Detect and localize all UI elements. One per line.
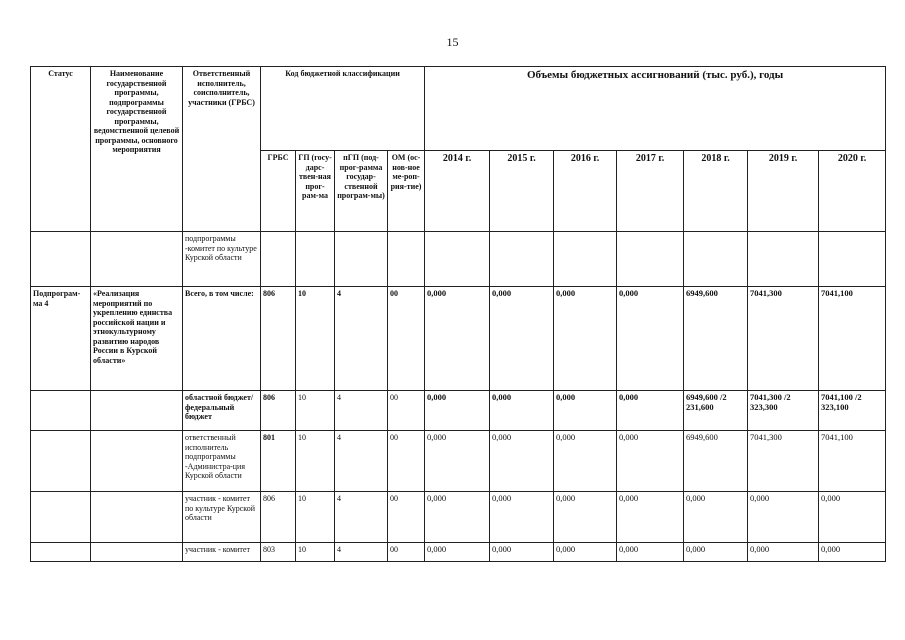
cell-value: 0,000 [617, 492, 684, 543]
cell-pgp [335, 232, 388, 287]
cell-value: 0,000 [425, 431, 490, 492]
header-program-name: Наименование государственной программы, подпрограммы государственной программы, ведомственной целевой программы, основного мероприятия [91, 67, 183, 232]
cell-value: 7041,100 [819, 431, 886, 492]
cell-executor: Всего, в том числе: [183, 287, 261, 391]
cell-value: 6949,600 [684, 287, 748, 391]
cell-value [425, 232, 490, 287]
cell-value: 0,000 [425, 287, 490, 391]
header-executor: Ответственный исполнитель, соисполнитель, участники (ГРБС) [183, 67, 261, 232]
cell-executor: ответственный исполнитель подпрограммы -Администра-ция Курской области [183, 431, 261, 492]
cell-value: 0,000 [819, 492, 886, 543]
cell-grbs: 806 [261, 287, 296, 391]
cell-status: Подпрограм-ма 4 [31, 287, 91, 391]
cell-value: 7041,300 [748, 287, 819, 391]
cell-om: 00 [388, 391, 425, 431]
table-row [31, 492, 886, 543]
cell-grbs [261, 232, 296, 287]
cell-value: 0,000 [490, 492, 554, 543]
cell-value [554, 232, 617, 287]
cell-value: 0,000 [425, 543, 490, 562]
header-budget-code: Код бюджетной классификации [261, 67, 425, 151]
cell-pgp: 4 [335, 492, 388, 543]
header-year: 2020 г. [819, 151, 886, 232]
cell-value: 7041,100 /2 323,100 [819, 391, 886, 431]
cell-om: 00 [388, 543, 425, 562]
header-year: 2014 г. [425, 151, 490, 232]
header-year: 2017 г. [617, 151, 684, 232]
cell-name: «Реализация мероприятий по укреплению единства российской нации и этнокультурному развитию народов России в Курской области» [91, 287, 183, 391]
cell-gp: 10 [296, 391, 335, 431]
cell-executor: подпрограммы -комитет по культуре Курской области [183, 232, 261, 287]
cell-executor: участник - комитет по культуре Курской области [183, 492, 261, 543]
cell-name [91, 492, 183, 543]
header-om: ОМ (ос-нов-ное ме-роп-рия-тие) [388, 151, 425, 232]
cell-value: 0,000 [490, 391, 554, 431]
cell-value [617, 232, 684, 287]
cell-status [31, 391, 91, 431]
cell-value: 0,000 [490, 287, 554, 391]
header-pgp: пГП (под-прог-рамма государ-ственной програм-мы) [335, 151, 388, 232]
cell-value: 0,000 [748, 543, 819, 562]
cell-name [91, 391, 183, 431]
cell-pgp: 4 [335, 431, 388, 492]
cell-om [388, 232, 425, 287]
cell-value [684, 232, 748, 287]
cell-value: 0,000 [819, 543, 886, 562]
cell-value: 0,000 [490, 431, 554, 492]
header-row-top [31, 67, 886, 151]
table-row [31, 391, 886, 431]
cell-gp [296, 232, 335, 287]
cell-status [31, 543, 91, 562]
header-year: 2018 г. [684, 151, 748, 232]
cell-executor: областной бюджет/ федеральный бюджет [183, 391, 261, 431]
header-allocations: Объемы бюджетных ассигнований (тыс. руб.), годы [425, 67, 886, 151]
cell-value: 6949,600 /2 231,600 [684, 391, 748, 431]
cell-value: 6949,600 [684, 431, 748, 492]
cell-value: 0,000 [748, 492, 819, 543]
header-year: 2019 г. [748, 151, 819, 232]
table-row [31, 431, 886, 492]
cell-name [91, 543, 183, 562]
header-status: Статус [31, 67, 91, 232]
cell-value: 0,000 [425, 492, 490, 543]
cell-status [31, 492, 91, 543]
table-row [31, 543, 886, 562]
cell-value: 0,000 [490, 543, 554, 562]
cell-value [490, 232, 554, 287]
cell-value: 7041,300 [748, 431, 819, 492]
table-row [31, 287, 886, 391]
cell-status [31, 232, 91, 287]
cell-value: 0,000 [684, 543, 748, 562]
cell-gp: 10 [296, 287, 335, 391]
cell-value: 0,000 [617, 391, 684, 431]
cell-value [819, 232, 886, 287]
cell-om: 00 [388, 431, 425, 492]
cell-om: 00 [388, 492, 425, 543]
cell-value: 0,000 [554, 543, 617, 562]
cell-value: 0,000 [617, 431, 684, 492]
cell-gp: 10 [296, 431, 335, 492]
cell-grbs: 806 [261, 492, 296, 543]
cell-pgp: 4 [335, 543, 388, 562]
header-gp: ГП (госу-дарс-твен-ная прог-рам-ма [296, 151, 335, 232]
cell-value: 0,000 [617, 287, 684, 391]
cell-grbs: 801 [261, 431, 296, 492]
cell-value: 0,000 [554, 492, 617, 543]
cell-value: 0,000 [554, 391, 617, 431]
table-row [31, 232, 886, 287]
page-number: 15 [446, 35, 459, 49]
cell-pgp: 4 [335, 391, 388, 431]
cell-value: 0,000 [554, 431, 617, 492]
cell-executor: участник - комитет [183, 543, 261, 562]
cell-value: 0,000 [617, 543, 684, 562]
header-year: 2015 г. [490, 151, 554, 232]
cell-name [91, 232, 183, 287]
cell-value: 0,000 [554, 287, 617, 391]
cell-gp: 10 [296, 492, 335, 543]
cell-gp: 10 [296, 543, 335, 562]
cell-status [31, 431, 91, 492]
header-grbs: ГРБС [261, 151, 296, 232]
cell-om: 00 [388, 287, 425, 391]
budget-table [30, 66, 886, 562]
cell-value: 7041,300 /2 323,300 [748, 391, 819, 431]
cell-pgp: 4 [335, 287, 388, 391]
cell-name [91, 431, 183, 492]
cell-value: 0,000 [684, 492, 748, 543]
cell-value: 7041,100 [819, 287, 886, 391]
cell-grbs: 803 [261, 543, 296, 562]
cell-value [748, 232, 819, 287]
header-year: 2016 г. [554, 151, 617, 232]
cell-value: 0,000 [425, 391, 490, 431]
cell-grbs: 806 [261, 391, 296, 431]
